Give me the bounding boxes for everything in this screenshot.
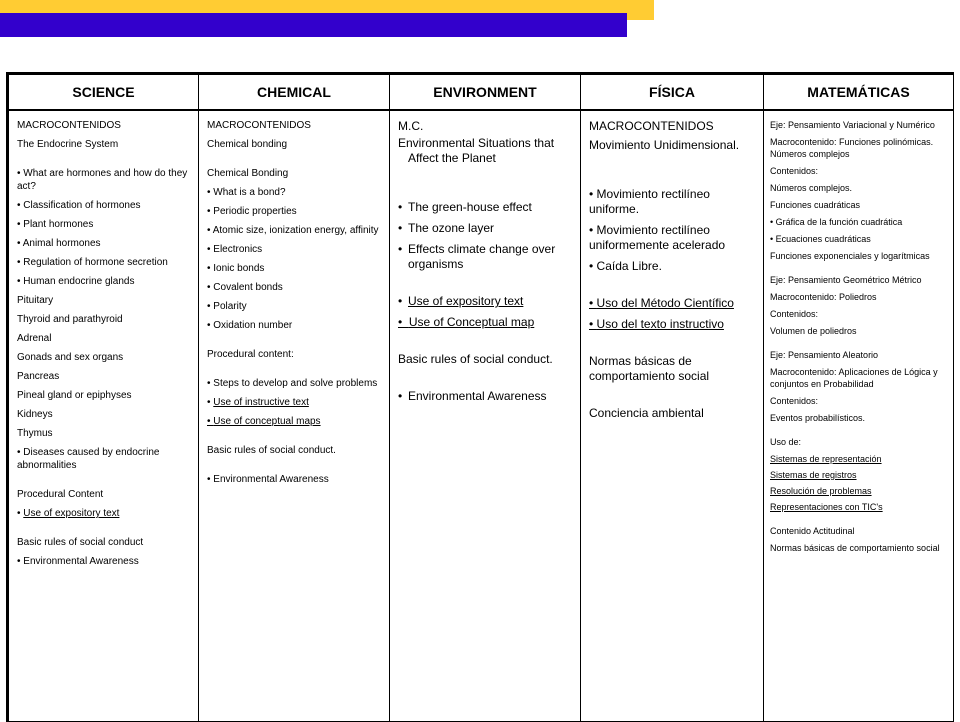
header-environment: ENVIRONMENT (390, 74, 581, 111)
list-item: • Electronics (207, 244, 263, 255)
chemical-awareness: • Environmental Awareness (207, 474, 329, 485)
math-line: • Ecuaciones cuadráticas (770, 234, 871, 244)
table-content-row (8, 110, 954, 722)
math-line: • Gráfica de la función cuadrática (770, 217, 903, 227)
math-line: Contenidos: (770, 166, 819, 176)
list-item: • Ionic bonds (207, 263, 265, 274)
math-geom-line: Contenidos: (770, 309, 819, 319)
environment-awareness: • Environmental Awareness (398, 389, 547, 403)
science-topic: The Endocrine System (17, 139, 119, 150)
header-chemical: CHEMICAL (199, 74, 390, 111)
math-uso-item: Resolución de problemas (770, 486, 872, 496)
curriculum-table (6, 72, 954, 722)
math-normas: Normas básicas de comportamiento social (770, 543, 940, 553)
header-science: SCIENCE (8, 74, 199, 111)
list-item: • Movimiento rectilíneo uniforme. (589, 187, 710, 216)
environment-expository-link: Use of expository text (408, 294, 524, 308)
fisica-texto-link: • Uso del texto instructivo (589, 317, 724, 331)
chemical-steps: • Steps to develop and solve problems (207, 378, 378, 389)
math-geom-line: Macrocontenido: Poliedros (770, 292, 877, 302)
matematicas-column (764, 110, 954, 722)
fisica-texto-text: Uso del texto instructivo (596, 317, 724, 331)
fisica-macro: MACROCONTENIDOS (589, 119, 714, 133)
science-macro: MACROCONTENIDOS (17, 120, 121, 131)
math-uso-item: Sistemas de registros (770, 470, 857, 480)
fisica-column (581, 110, 764, 722)
environment-item-text: Effects climate change over organisms (408, 242, 556, 271)
chemical-topic: Chemical bonding (207, 139, 288, 150)
list-item: • Polarity (207, 301, 247, 312)
science-procedural: Procedural Content (17, 489, 104, 500)
environment-item-text: The green-house effect (408, 200, 532, 214)
header-fisica: FÍSICA (581, 74, 764, 111)
fisica-conciencia: Conciencia ambiental (589, 406, 704, 420)
list-item: • Atomic size, ionization energy, affinity (207, 225, 379, 236)
chemical-conceptual-link: • Use of conceptual maps (207, 416, 321, 427)
list-item: Thyroid and parathyroid (17, 314, 123, 325)
list-item: • What is a bond? (207, 187, 286, 198)
list-item: • Classification of hormones (17, 200, 141, 211)
environment-expository-item: • Use of expository text (398, 294, 524, 308)
science-expository-link: Use of expository text (23, 508, 120, 519)
math-uso-item: Representaciones con TIC's (770, 502, 883, 512)
list-item: Pineal gland or epiphyses (17, 390, 132, 401)
environment-title: Environmental Situations that Affect the Planet (398, 136, 555, 165)
list-item: • Human endocrine glands (17, 276, 135, 287)
environment-conceptual-link: • Use of Conceptual map (398, 315, 535, 329)
fisica-metodo-link: • Uso del Método Científico (589, 296, 734, 310)
fisica-topic: Movimiento Unidimensional. (589, 138, 740, 152)
chemical-macro: MACROCONTENIDOS (207, 120, 311, 131)
list-item: • Regulation of hormone secretion (17, 257, 168, 268)
math-uso-item: Sistemas de representación (770, 454, 882, 464)
environment-conceptual-text: Use of Conceptual map (408, 315, 535, 329)
math-aleat-line: Contenidos: (770, 396, 819, 406)
list-item: • Movimiento rectilíneo uniformemente acelerado (589, 223, 726, 252)
environment-mc: M.C. (398, 119, 424, 133)
environment-column (390, 110, 581, 722)
math-line: Funciones exponenciales y logarítmicas (770, 251, 930, 261)
math-line: Números complejos. (770, 183, 853, 193)
math-geom-line: Volumen de poliedros (770, 326, 857, 336)
list-item: • Oxidation number (207, 320, 293, 331)
chemical-conceptual-item (207, 415, 383, 428)
math-aleat-line: Eventos probabilísticos. (770, 413, 866, 423)
chemical-column (199, 110, 390, 722)
math-aleat-line: Macrocontenido: Aplicaciones de Lógica y conjuntos en Probabilidad (770, 367, 938, 389)
list-item: • Effects climate change over organisms (398, 242, 574, 272)
environment-awareness-text: Environmental Awareness (408, 389, 547, 403)
fisica-metodo-item (589, 296, 757, 311)
table-header-row (8, 74, 954, 111)
math-aleat-line: Eje: Pensamiento Aleatorio (770, 350, 879, 360)
science-column (8, 110, 199, 722)
list-item: Pancreas (17, 371, 60, 382)
fisica-normas: Normas básicas de comportamiento social (589, 354, 710, 383)
fisica-texto-item (589, 317, 757, 332)
science-basic-rules: Basic rules of social conduct (17, 537, 144, 548)
list-item: • Animal hormones (17, 238, 101, 249)
chemical-basic-rules: Basic rules of social conduct. (207, 445, 336, 456)
list-item: Pituitary (17, 295, 54, 306)
list-item: Thymus (17, 428, 53, 439)
environment-item-text: The ozone layer (408, 221, 495, 235)
science-procedural-item: • Use of expository text (17, 508, 120, 519)
list-item: Gonads and sex organs (17, 352, 124, 363)
math-uso-de: Uso de: (770, 437, 802, 447)
environment-basic-rules: Basic rules of social conduct. (398, 352, 553, 366)
blue-header-bar (0, 13, 627, 37)
list-item: • Covalent bonds (207, 282, 283, 293)
environment-conceptual-item (398, 315, 574, 330)
header-matematicas: MATEMÁTICAS (764, 74, 954, 111)
fisica-metodo-text: Uso del Método Científico (596, 296, 734, 310)
list-item: • Caída Libre. (589, 259, 662, 273)
list-item: • The green-house effect (398, 200, 532, 214)
list-item: • Plant hormones (17, 219, 94, 230)
math-line: Eje: Pensamiento Variacional y Numérico (770, 120, 935, 130)
list-item: • Periodic properties (207, 206, 297, 217)
list-item: • Diseases caused by endocrine abnormalities (17, 447, 160, 471)
math-line: Macrocontenido: Funciones polinómicas. Números complejos (770, 137, 934, 159)
chemical-conceptual-text: Use of conceptual maps (213, 416, 321, 427)
chemical-instructive-link: Use of instructive text (213, 397, 309, 408)
chemical-procedural: Procedural content: (207, 349, 294, 360)
list-item: • The ozone layer (398, 221, 495, 235)
science-awareness: • Environmental Awareness (17, 556, 139, 567)
list-item: • What are hormones and how do they act? (17, 168, 188, 192)
chemical-subtopic: Chemical Bonding (207, 168, 289, 179)
list-item: Kidneys (17, 409, 53, 420)
chemical-instructive-item: • Use of instructive text (207, 397, 309, 408)
list-item: Adrenal (17, 333, 52, 344)
math-actitudinal: Contenido Actitudinal (770, 526, 855, 536)
math-geom-line: Eje: Pensamiento Geométrico Métrico (770, 275, 922, 285)
math-line: Funciones cuadráticas (770, 200, 861, 210)
